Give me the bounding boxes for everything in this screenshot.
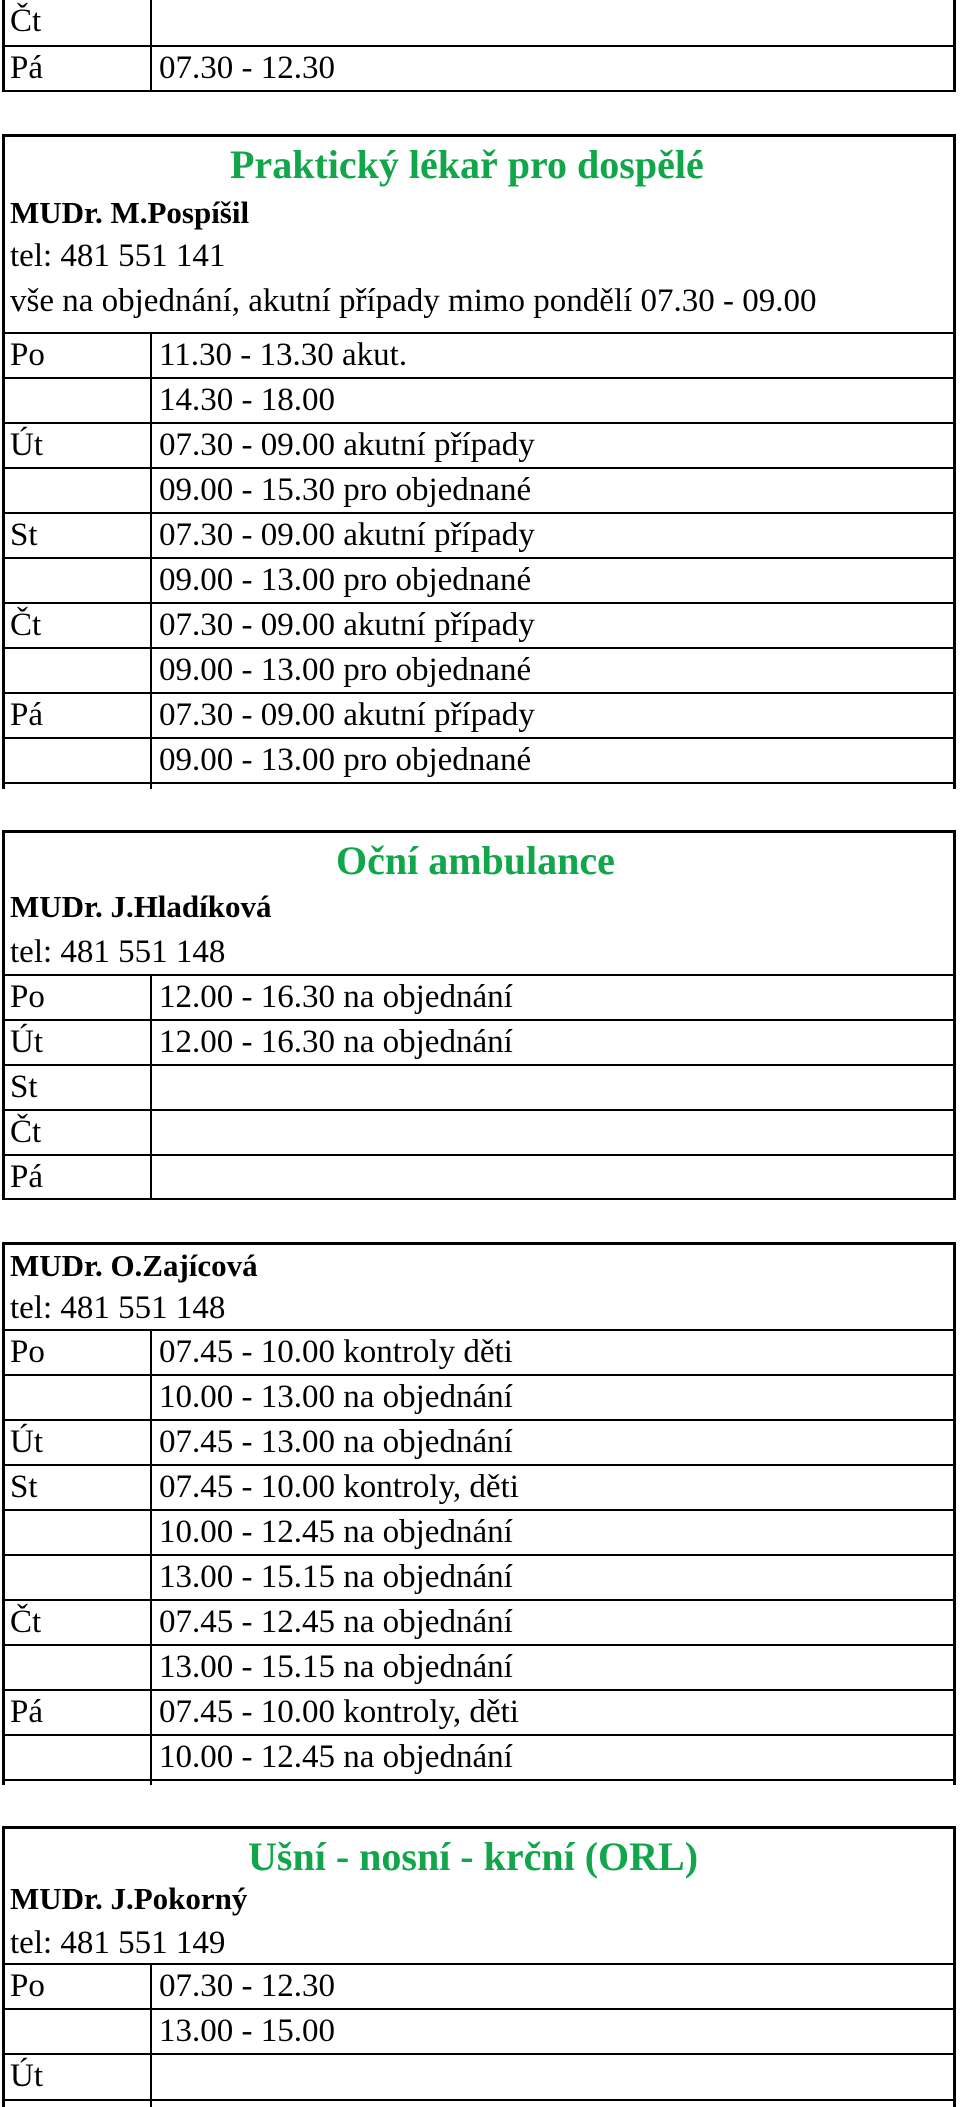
schedule-row (2, 1111, 956, 1156)
time-cell: 09.00 - 13.00 pro objednané (159, 562, 532, 598)
schedule-row (2, 1421, 956, 1466)
schedule-row (2, 1021, 956, 1066)
time-cell: 13.00 - 15.15 na objednání (159, 1649, 513, 1685)
section-orl (2, 1826, 956, 2101)
day-cell: Út (10, 427, 43, 463)
time-cell: 10.00 - 13.00 na objednání (159, 1379, 513, 1415)
time-cell: 10.00 - 12.45 na objednání (159, 1739, 513, 1775)
day-cell: Po (10, 1968, 45, 2004)
note-text: vše na objednání, akutní případy mimo pondělí 07.30 - 09.00 (10, 283, 817, 319)
schedule-row (2, 1556, 956, 1601)
doctor-name: MUDr. O.Zajícová (10, 1248, 258, 1283)
schedule-row (2, 1156, 956, 1200)
time-cell: 07.45 - 10.00 kontroly, děti (159, 1469, 519, 1505)
schedule-row (2, 1601, 956, 1646)
schedule-row (2, 649, 956, 694)
schedule-row (2, 47, 956, 92)
time-cell: 07.45 - 10.00 kontroly děti (159, 1334, 513, 1370)
phone-number: tel: 481 551 141 (10, 238, 226, 274)
time-cell: 07.30 - 09.00 akutní případy (159, 607, 535, 643)
schedule-row (2, 1376, 956, 1421)
day-cell: Pá (10, 1694, 43, 1730)
day-cell: Pá (10, 697, 43, 733)
schedule-row (2, 0, 956, 47)
phone-row (2, 1287, 956, 1331)
schedule-row (2, 2010, 956, 2055)
day-cell: St (10, 1469, 38, 1505)
day-cell: St (10, 517, 38, 553)
time-cell: 07.45 - 12.45 na objednání (159, 1604, 513, 1640)
schedule-row (2, 739, 956, 784)
schedule-row (2, 1331, 956, 1376)
doctor-row (2, 1878, 956, 1922)
time-cell: 07.45 - 10.00 kontroly, děti (159, 1694, 519, 1730)
time-cell: 07.30 - 12.30 (159, 50, 335, 86)
day-cell: Po (10, 1334, 45, 1370)
day-cell: Po (10, 979, 45, 1015)
doctor-name: MUDr. M.Pospíšil (10, 195, 250, 230)
section-heading-row (2, 830, 956, 886)
section-heading-row (2, 1826, 956, 1878)
schedule-row (2, 1646, 956, 1691)
schedule-row (2, 1511, 956, 1556)
schedule-row (2, 976, 956, 1021)
day-cell: Čt (10, 3, 42, 39)
doctor-name: MUDr. J.Hladíková (10, 889, 272, 924)
schedule-row (2, 1066, 956, 1111)
schedule-row (2, 2055, 956, 2101)
section-title: Oční ambulance (336, 838, 615, 883)
time-cell: 12.00 - 16.30 na objednání (159, 1024, 513, 1060)
schedule-row (2, 1466, 956, 1511)
top-continuation-table (2, 0, 956, 92)
day-cell: Pá (10, 1159, 43, 1195)
day-cell: Út (10, 2058, 43, 2094)
schedule-row (2, 1965, 956, 2010)
schedule-row (2, 469, 956, 514)
schedule-row (2, 694, 956, 739)
time-cell: 07.30 - 09.00 akutní případy (159, 697, 535, 733)
time-cell: 07.30 - 12.30 (159, 1968, 335, 2004)
section-title: Ušní - nosní - krční (ORL) (248, 1834, 699, 1879)
time-cell: 11.30 - 13.30 akut. (159, 337, 408, 373)
day-cell: Po (10, 337, 45, 373)
time-cell: 13.00 - 15.15 na objednání (159, 1559, 513, 1595)
phone-row (2, 235, 956, 280)
doctor-row (2, 886, 956, 931)
section-ocni (2, 830, 956, 1200)
day-cell: Čt (10, 1114, 42, 1150)
time-cell: 07.45 - 13.00 na objednání (159, 1424, 513, 1460)
time-cell: 14.30 - 18.00 (159, 382, 335, 418)
time-cell: 07.30 - 09.00 akutní případy (159, 517, 535, 553)
day-cell: Čt (10, 1604, 42, 1640)
day-cell: Pá (10, 50, 43, 86)
phone-number: tel: 481 551 148 (10, 1290, 226, 1326)
section-zajicova (2, 1242, 956, 1781)
schedule-row (2, 424, 956, 469)
phone-number: tel: 481 551 148 (10, 934, 226, 970)
time-cell: 09.00 - 15.30 pro objednané (159, 472, 532, 508)
section-title: Praktický lékař pro dospělé (230, 142, 704, 187)
doctor-name: MUDr. J.Pokorný (10, 1881, 248, 1916)
time-cell: 13.00 - 15.00 (159, 2013, 335, 2049)
section-heading-row (2, 134, 956, 192)
doctor-row (2, 192, 956, 235)
doctor-row (2, 1242, 956, 1287)
schedule-row (2, 334, 956, 379)
phone-row (2, 931, 956, 976)
day-cell: Út (10, 1024, 43, 1060)
schedule-row (2, 514, 956, 559)
section-prakticky (2, 134, 956, 784)
time-cell: 12.00 - 16.30 na objednání (159, 979, 513, 1015)
day-cell: St (10, 1069, 38, 1105)
schedule-row (2, 1736, 956, 1781)
day-cell: Čt (10, 607, 42, 643)
phone-row (2, 1922, 956, 1965)
schedule-row (2, 559, 956, 604)
schedule-row (2, 1691, 956, 1736)
note-row (2, 280, 956, 334)
time-cell: 07.30 - 09.00 akutní případy (159, 427, 535, 463)
schedule-row (2, 379, 956, 424)
day-cell: Út (10, 1424, 43, 1460)
time-cell: 09.00 - 13.00 pro objednané (159, 652, 532, 688)
schedule-row (2, 604, 956, 649)
time-cell: 09.00 - 13.00 pro objednané (159, 742, 532, 778)
time-cell: 10.00 - 12.45 na objednání (159, 1514, 513, 1550)
phone-number: tel: 481 551 149 (10, 1925, 226, 1961)
